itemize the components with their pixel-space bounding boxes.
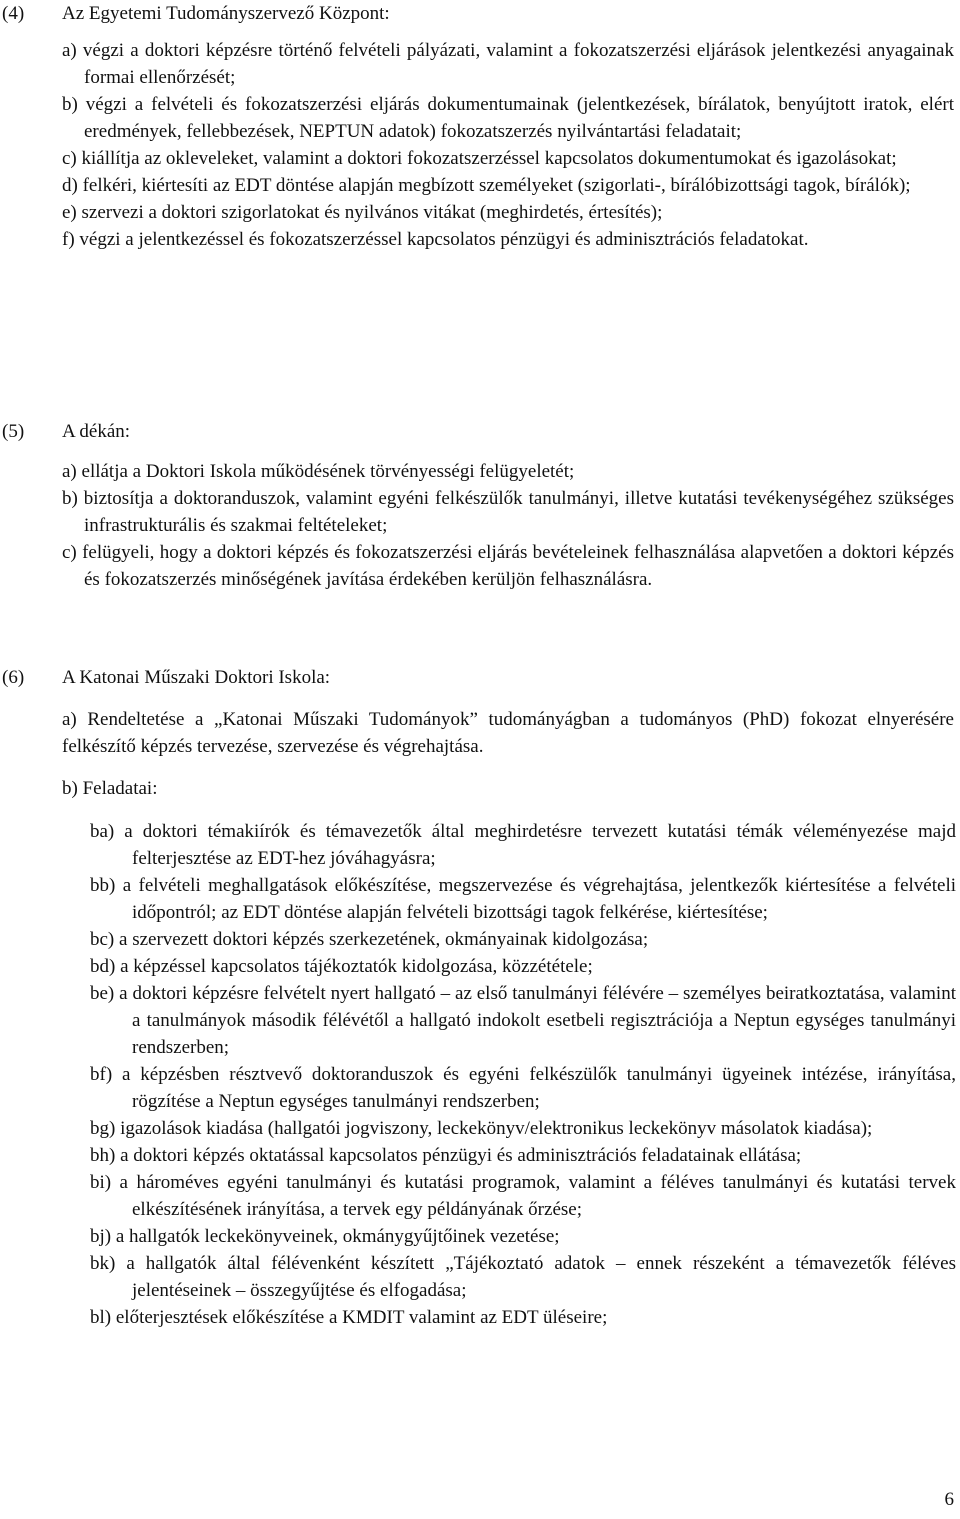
sub-list-item: bf) a képzésben résztvevő doktoranduszok és egyéni felkészülők tanulmányi ügyeinek intézése, irányítása, rögzítése a Neptun egységes tanulmányi rendszerben; [90, 1064, 956, 1112]
sub-list-item: bk) a hallgatók által félévenként készített „Tájékoztató adatok – ennek részeként a témavezetők féléves jelentéseinek – összegyűjtése és elfogadása; [90, 1253, 956, 1301]
list-item: c) kiállítja az okleveleket, valamint a doktori fokozatszerzéssel kapcsolatos dokumentumokat és igazolásokat; [62, 148, 897, 169]
sub-list-item: bl) előterjesztések előkészítése a KMDIT valamint az EDT üléseire; [90, 1307, 608, 1328]
section-number: (4) [2, 3, 25, 24]
sub-list-item: ba) a doktori témakiírók és témavezetők által meghirdetésre tervezett kutatási témák véleményezése majd felterjesztése az EDT-hez jóváhagyásra; [90, 821, 956, 869]
list-item: a) ellátja a Doktori Iskola működésének törvényességi felügyeletét; [62, 461, 575, 482]
subitems [90, 818, 956, 1331]
section-number: (5) [2, 421, 25, 442]
page-number: 6 [944, 1489, 954, 1510]
list-item: e) szervezi a doktori szigorlatokat és nyilvános vitákat (meghirdetés, értesítés); [62, 202, 663, 223]
section-title: A Katonai Műszaki Doktori Iskola: [62, 667, 331, 688]
item-a: a) Rendeltetése a „Katonai Műszaki Tudományok” tudományágban a tudományos (PhD) fokozat elnyerésére felkészítő képzés tervezése, szervezése és végrehajtása. [62, 709, 954, 757]
sub-list-item: be) a doktori képzésre felvételt nyert hallgató – az első tanulmányi félévére – személyes beiratkoztatása, valamint a tanulmányok második félévétől a hallgató indokolt esetbeli regisztrációja a Neptun egységes tanulmányi rendszerben; [90, 983, 956, 1058]
section-items [62, 37, 954, 253]
list-item: c) felügyeli, hogy a doktori képzés és fokozatszerzési eljárás bevételeinek felhasználása alapvetően a doktori képzés és fokozatszerzés minőségének javítása érdekében kerüljön felhasználásra. [62, 542, 954, 590]
list-item: d) felkéri, kiértesíti az EDT döntése alapján megbízott személyeket (szigorlati-, bírálóbizottsági tagok, bírálók); [62, 175, 911, 196]
sub-list-item: bh) a doktori képzés oktatással kapcsolatos pénzügyi és adminisztrációs feladatainak ellátása; [90, 1145, 802, 1166]
sub-list-item: bi) a hároméves egyéni tanulmányi és kutatási programok, valamint a féléves tanulmányi és kutatási tervek elkészítésének irányítása, a tervek egy példányának őrzése; [90, 1172, 956, 1220]
sub-list-item: bg) igazolások kiadása (hallgatói jogviszony, leckekönyv/elektronikus leckekönyv másolatok kiadása); [90, 1118, 873, 1139]
sub-list-item: bj) a hallgatók leckekönyveinek, okmánygyűjtőinek vezetése; [90, 1226, 560, 1247]
list-item: b) végzi a felvételi és fokozatszerzési eljárás dokumentumainak (jelentkezések, bírálatok, benyújtott iratok, elért eredmények, fellebbezések, NEPTUN adatok) fokozatszerzés nyilvántartási feladatait; [62, 94, 954, 142]
sub-list-item: bc) a szervezett doktori képzés szerkezetének, okmányainak kidolgozása; [90, 929, 649, 950]
section-items [62, 458, 954, 593]
sub-list-item: bd) a képzéssel kapcsolatos tájékoztatók kidolgozása, közzététele; [90, 956, 593, 977]
sub-list-item: bb) a felvételi meghallgatások előkészítése, megszervezése és végrehajtása, jelentkezők kiértesítése a felvételi időpontról; az EDT döntése alapján felvételi bizottsági tagok felkérése, kiértesítése; [90, 875, 956, 923]
item-b-title: b) Feladatai: [62, 778, 158, 799]
section-title: Az Egyetemi Tudományszervező Központ: [62, 3, 390, 24]
list-item: f) végzi a jelentkezéssel és fokozatszerzéssel kapcsolatos pénzügyi és adminisztrációs feladatokat. [62, 229, 809, 250]
list-item: b) biztosítja a doktoranduszok, valamint egyéni felkészülők tanulmányi, illetve kutatási tevékenységéhez szükséges infrastrukturális és szakmai feltételeket; [62, 488, 954, 536]
list-item: a) végzi a doktori képzésre történő felvételi pályázati, valamint a fokozatszerzési eljárások jelentkezési anyagainak formai ellenőrzését; [62, 40, 954, 88]
section-title: A dékán: [62, 421, 131, 442]
section-number: (6) [2, 667, 25, 688]
